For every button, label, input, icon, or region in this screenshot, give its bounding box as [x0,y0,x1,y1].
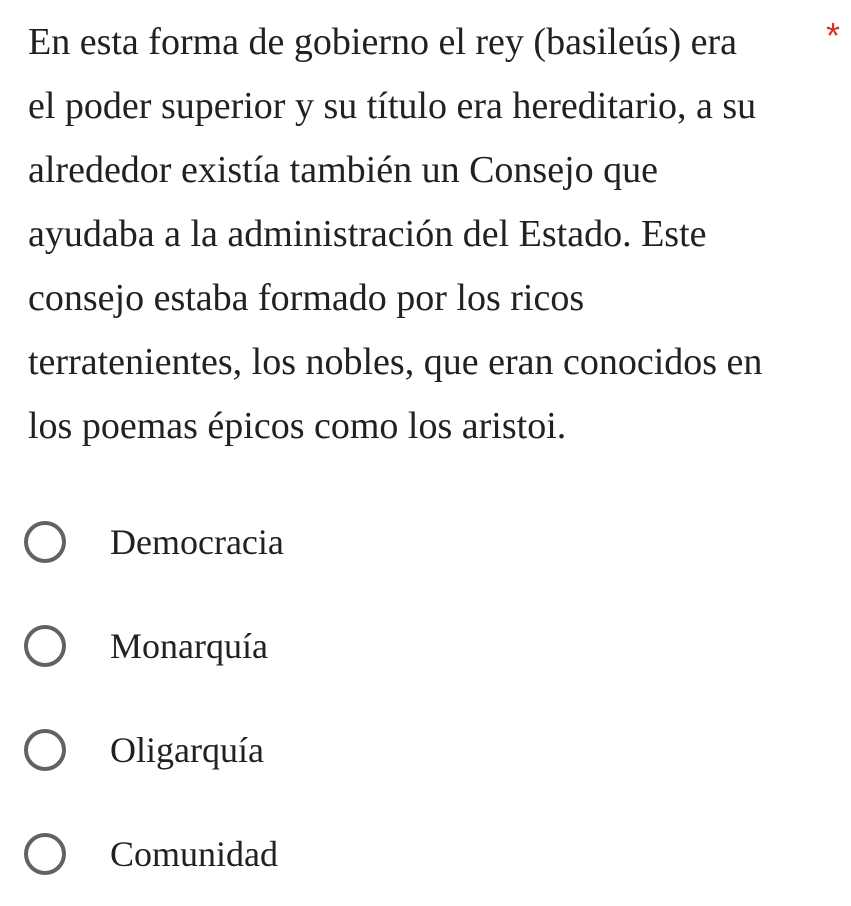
question-text-line: alrededor existía también un Consejo que [28,149,658,191]
radio-button-icon[interactable] [24,625,66,667]
question-text-line: En esta forma de gobierno el rey (basileús) era [28,21,738,63]
radio-button-icon[interactable] [24,833,66,875]
radio-group [24,490,824,906]
option-label[interactable]: Oligarquía [110,730,264,770]
option-label[interactable]: Democracia [110,522,284,562]
option-democracia[interactable] [24,490,824,594]
option-oligarquia[interactable] [24,698,824,802]
radio-button-icon[interactable] [24,729,66,771]
question-text-line: terratenientes, los nobles, que eran conocidos en [28,341,763,383]
question-text-line: el poder superior y su título era hereditario, a su [28,85,757,127]
question-text-line: los poemas épicos como los aristoi. [28,405,567,447]
option-comunidad[interactable] [24,802,824,906]
option-label[interactable]: Comunidad [110,834,278,874]
required-asterisk: * [825,15,840,56]
question-title [28,10,840,458]
question-text-line: ayudaba a la administración del Estado. Este [28,213,707,255]
option-label[interactable]: Monarquía [110,626,268,666]
option-monarquia[interactable] [24,594,824,698]
radio-button-icon[interactable] [24,521,66,563]
question-text-line: consejo estaba formado por los ricos [28,277,585,319]
